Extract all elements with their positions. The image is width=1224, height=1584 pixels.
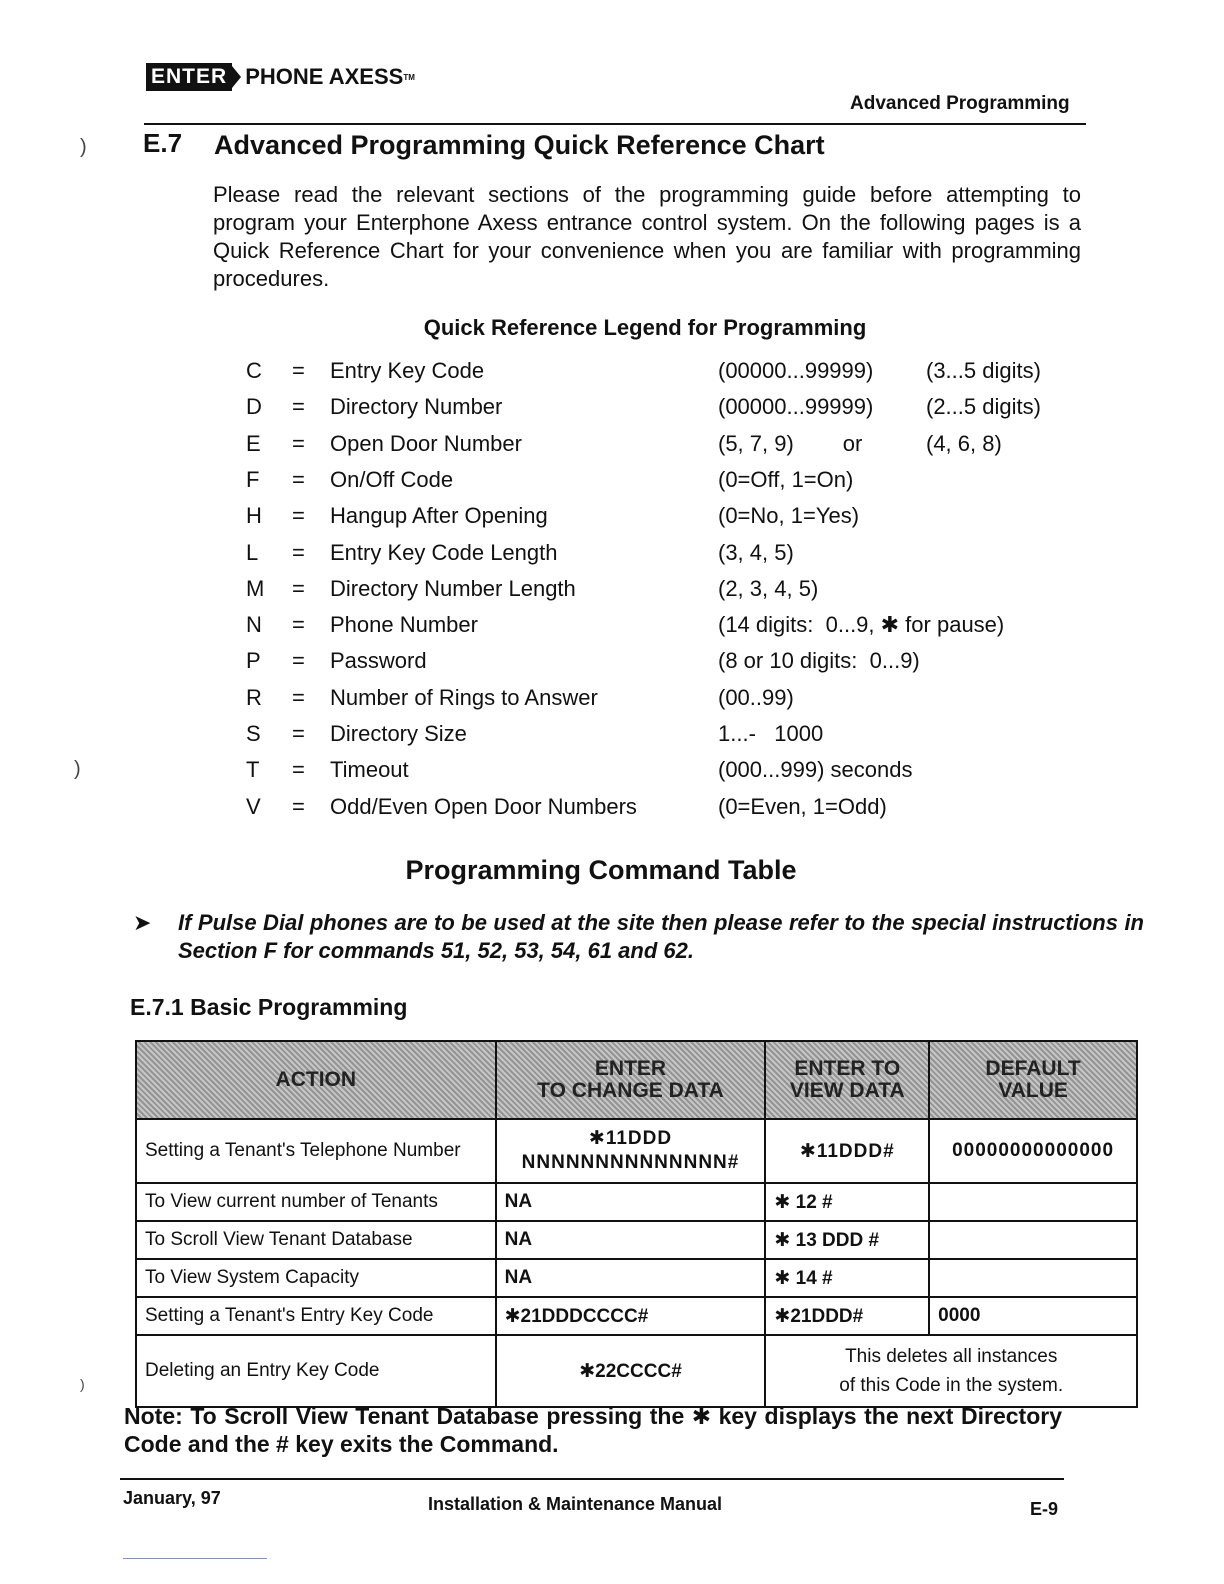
- table-row: [136, 1259, 1137, 1297]
- legend-key: C: [246, 358, 262, 383]
- legend-range: (00..99): [718, 684, 794, 710]
- legend-row: [0, 358, 1224, 394]
- legend-row: [0, 467, 1224, 503]
- legend-equals: =: [292, 793, 305, 819]
- header-enter-change-label: ENTER TO CHANGE DATA: [537, 1057, 724, 1102]
- legend-range: (00000...99999): [718, 394, 874, 420]
- legend-description: Password: [330, 648, 427, 674]
- cell-change: NA: [496, 1183, 766, 1221]
- scan-edge-line: [123, 1558, 267, 1559]
- legend-key: R: [246, 684, 262, 710]
- legend-equals: =: [292, 394, 305, 420]
- cell-change: ✱11DDD NNNNNNNNNNNNNN#: [496, 1119, 766, 1183]
- legend-digits: (4, 6, 8): [926, 430, 1002, 456]
- cell-default: 0000: [929, 1297, 1137, 1335]
- legend-key: H: [246, 503, 262, 529]
- header-default-value-label: DEFAULT VALUE: [985, 1057, 1081, 1102]
- legend-row: [0, 540, 1224, 576]
- header-section-label: Advanced Programming: [850, 93, 1070, 114]
- pulse-dial-instruction: If Pulse Dial phones are to be used at the site then please refer to the special instructions in Section F for commands 51, 52, 53, 54, 61 and 62.: [178, 910, 1144, 963]
- legend-key: E: [246, 430, 261, 456]
- legend-description: Number of Rings to Answer: [330, 684, 598, 710]
- legend-digits: (2...5 digits): [926, 394, 1041, 420]
- table-row: [136, 1297, 1137, 1335]
- cell-default: 00000000000000: [929, 1119, 1137, 1183]
- table-row: [136, 1183, 1137, 1221]
- logo-enter-box: ENTER: [146, 63, 232, 91]
- legend-equals: =: [292, 721, 305, 746]
- legend-range: (000...999) seconds: [718, 757, 913, 783]
- footer-manual-title: Installation & Maintenance Manual: [428, 1494, 723, 1514]
- legend-equals: =: [292, 358, 305, 383]
- cell-action: To Scroll View Tenant Database: [136, 1221, 496, 1259]
- cell-default: [929, 1221, 1137, 1259]
- margin-mark: ): [74, 758, 81, 780]
- legend-description: Odd/Even Open Door Numbers: [330, 793, 637, 819]
- legend-key: L: [246, 539, 259, 565]
- cell-change: NA: [496, 1259, 766, 1297]
- cell-action: To View System Capacity: [136, 1259, 496, 1297]
- cell-change: NA: [496, 1221, 766, 1259]
- legend-description: Directory Size: [330, 721, 467, 746]
- legend-range: (14 digits: 0...9, ✱ for pause): [718, 612, 1005, 638]
- command-table-title: Programming Command Table: [405, 855, 797, 885]
- legend-row: [0, 685, 1224, 721]
- legend-range: (0=No, 1=Yes): [718, 503, 860, 529]
- legend-row: [0, 576, 1224, 612]
- legend-description: Timeout: [330, 757, 409, 783]
- legend-range: (0=Even, 1=Odd): [718, 793, 887, 819]
- legend-key: N: [246, 612, 262, 638]
- legend-description: Hangup After Opening: [330, 503, 548, 529]
- section-number: E.7: [143, 128, 183, 158]
- legend-row: [0, 757, 1224, 793]
- bullet-arrow-icon: ➤: [133, 910, 152, 935]
- cell-action: Setting a Tenant's Entry Key Code: [136, 1297, 496, 1335]
- legend-equals: =: [292, 430, 305, 456]
- margin-mark: ): [80, 136, 87, 158]
- legend-row: [0, 648, 1224, 684]
- legend-equals: =: [292, 648, 305, 674]
- legend-row: [0, 503, 1224, 539]
- cell-change: ✱22CCCC#: [496, 1335, 766, 1407]
- legend-description: Open Door Number: [330, 430, 522, 456]
- cell-view: ✱11DDD#: [765, 1119, 929, 1183]
- header-default-value: [929, 1041, 1137, 1119]
- legend-row: [0, 794, 1224, 830]
- header-enter-change: [496, 1041, 766, 1119]
- scroll-view-note: Note: To Scroll View Tenant Database pressing the ✱ key displays the next Directory Code and the # key exits the Command.: [124, 1403, 1062, 1457]
- legend-equals: =: [292, 612, 305, 638]
- legend-key: P: [246, 648, 261, 674]
- table-row: [136, 1221, 1137, 1259]
- legend-key: S: [246, 721, 261, 746]
- legend-equals: =: [292, 539, 305, 565]
- header-enter-view: [765, 1041, 929, 1119]
- cell-action: Setting a Tenant's Telephone Number: [136, 1119, 496, 1183]
- legend-row: [0, 431, 1224, 467]
- cell-delete-note: This deletes all instances of this Code in the system.: [765, 1335, 1137, 1407]
- section-title: Advanced Programming Quick Reference Chart: [214, 130, 825, 160]
- logo-trademark: TM: [403, 72, 415, 82]
- cell-default: [929, 1183, 1137, 1221]
- footer-page-number: E-9: [1030, 1499, 1059, 1519]
- legend-equals: =: [292, 757, 305, 783]
- logo-text: PHONE AXESS: [245, 64, 404, 89]
- legend-description: Directory Number Length: [330, 575, 576, 601]
- legend-description: Entry Key Code Length: [330, 539, 558, 565]
- legend-description: Entry Key Code: [330, 358, 485, 383]
- margin-mark: ): [80, 1376, 85, 1392]
- header-enter-view-label: ENTER TO VIEW DATA: [789, 1057, 905, 1102]
- legend-range: (3, 4, 5): [718, 539, 794, 565]
- cell-view: ✱21DDD#: [765, 1297, 929, 1335]
- table-header-row: [136, 1041, 1137, 1119]
- legend-range: (5, 7, 9) or: [718, 430, 863, 456]
- legend-key: M: [246, 575, 265, 601]
- legend-equals: =: [292, 466, 305, 492]
- cell-action: Deleting an Entry Key Code: [136, 1335, 496, 1407]
- brand-logo: [146, 62, 415, 92]
- legend-range: (2, 3, 4, 5): [718, 575, 819, 601]
- legend-range: 1...- 1000: [718, 721, 824, 746]
- cell-change: ✱21DDDCCCC#: [496, 1297, 766, 1335]
- cell-action: To View current number of Tenants: [136, 1183, 496, 1221]
- legend-digits: (3...5 digits): [926, 358, 1041, 383]
- cell-view: ✱ 13 DDD #: [765, 1221, 929, 1259]
- legend-title: Quick Reference Legend for Programming: [423, 315, 867, 340]
- header-action-label: ACTION: [275, 1068, 357, 1091]
- table-row: [136, 1119, 1137, 1183]
- legend-range: (8 or 10 digits: 0...9): [718, 648, 920, 674]
- cell-view: ✱ 14 #: [765, 1259, 929, 1297]
- legend-equals: =: [292, 684, 305, 710]
- legend-equals: =: [292, 575, 305, 601]
- legend-row: [0, 612, 1224, 648]
- header-action: [136, 1041, 496, 1119]
- legend-row: [0, 394, 1224, 430]
- legend-key: F: [246, 466, 260, 492]
- legend-key: V: [246, 793, 261, 819]
- legend-range: (00000...99999): [718, 358, 874, 383]
- subsection-title: E.7.1 Basic Programming: [130, 994, 408, 1020]
- legend-description: Phone Number: [330, 612, 478, 638]
- header-rule: [144, 123, 1086, 125]
- footer-date: January, 97: [123, 1488, 221, 1508]
- cell-default: [929, 1259, 1137, 1297]
- footer-rule: [120, 1478, 1064, 1480]
- legend-equals: =: [292, 503, 305, 529]
- intro-paragraph: Please read the relevant sections of the programming guide before attempting to program your Enterphone Axess entrance control system. On the following pages is a Quick Reference Chart for your convenience when you are familiar with programming procedures.: [213, 182, 1081, 291]
- legend-key: T: [246, 757, 260, 783]
- legend-row: [0, 721, 1224, 757]
- legend-key: D: [246, 394, 262, 420]
- cell-view: ✱ 12 #: [765, 1183, 929, 1221]
- table-row: [136, 1335, 1137, 1407]
- legend-description: On/Off Code: [330, 466, 454, 492]
- logo-arrow-icon: [232, 66, 241, 88]
- legend-range: (0=Off, 1=On): [718, 466, 854, 492]
- legend-description: Directory Number: [330, 394, 503, 420]
- command-table: [135, 1040, 1138, 1408]
